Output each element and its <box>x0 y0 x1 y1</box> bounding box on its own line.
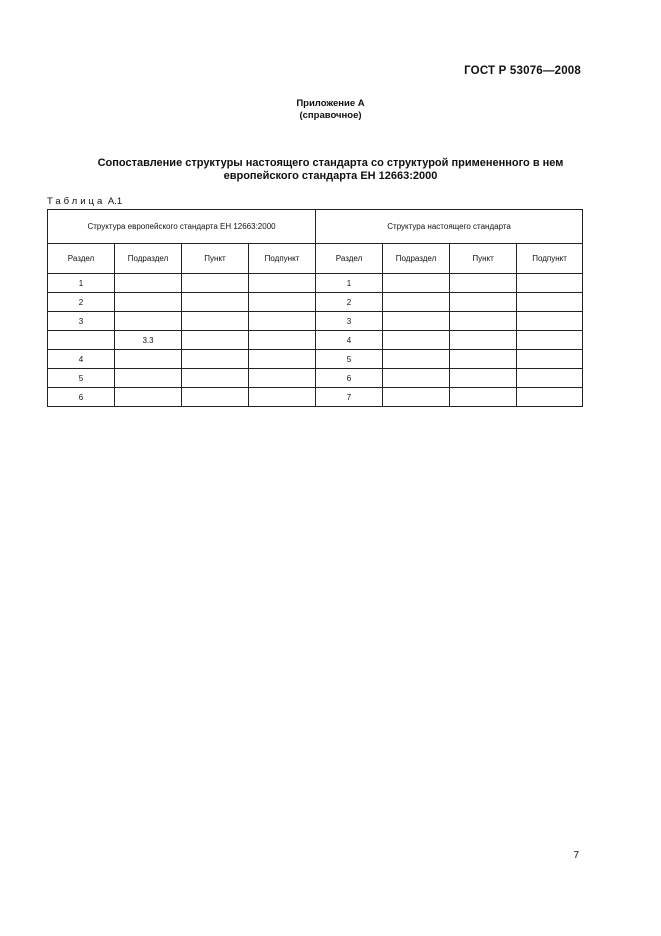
group-header-european: Структура европейского стандарта ЕН 12663:2000 <box>48 210 316 244</box>
table-cell: 4 <box>316 331 383 350</box>
column-header: Подпункт <box>517 244 583 274</box>
appendix-block <box>0 98 661 122</box>
table-caption-word: Таблица <box>47 196 106 207</box>
table-cell <box>115 388 182 407</box>
table-cell <box>517 274 583 293</box>
column-header: Раздел <box>48 244 115 274</box>
heading-line-2: европейского стандарта ЕН 12663:2000 <box>223 170 438 182</box>
section-heading <box>40 157 621 183</box>
column-header: Подраздел <box>383 244 450 274</box>
table-cell: 2 <box>48 293 115 312</box>
table-row <box>48 350 583 369</box>
table-cell <box>249 293 316 312</box>
table-cell <box>115 274 182 293</box>
column-header: Подраздел <box>115 244 182 274</box>
table-cell <box>517 369 583 388</box>
table-cell <box>115 369 182 388</box>
table-cell <box>383 331 450 350</box>
table-cell <box>450 331 517 350</box>
table-row <box>48 274 583 293</box>
table-cell: 4 <box>48 350 115 369</box>
table-cell <box>48 331 115 350</box>
comparison-table <box>47 209 583 407</box>
table-caption <box>47 196 122 207</box>
table-cell <box>115 350 182 369</box>
table-cell: 3 <box>316 312 383 331</box>
table-cell <box>450 369 517 388</box>
table-cell <box>383 293 450 312</box>
table-cell <box>182 274 249 293</box>
table-cell <box>517 293 583 312</box>
group-header-current: Структура настоящего стандарта <box>316 210 583 244</box>
heading-line-1: Сопоставление структуры настоящего стандарта со структурой примененного в нем <box>97 157 564 169</box>
appendix-subtitle: (справочное) <box>299 110 362 121</box>
table-row <box>48 331 583 350</box>
table-cell <box>249 274 316 293</box>
table-cell: 3.3 <box>115 331 182 350</box>
table-cell: 5 <box>48 369 115 388</box>
table-cell <box>115 293 182 312</box>
table-cell <box>383 388 450 407</box>
page-number: 7 <box>573 850 579 861</box>
table-cell <box>450 293 517 312</box>
table-cell <box>182 331 249 350</box>
table-cell <box>383 274 450 293</box>
table-column-header-row <box>48 244 583 274</box>
table-cell <box>249 369 316 388</box>
table-cell: 6 <box>48 388 115 407</box>
table-row <box>48 369 583 388</box>
appendix-title: Приложение А <box>296 98 365 109</box>
table-cell <box>450 312 517 331</box>
table-cell <box>182 312 249 331</box>
column-header: Раздел <box>316 244 383 274</box>
table-cell: 1 <box>316 274 383 293</box>
table-cell <box>249 388 316 407</box>
table-cell <box>249 331 316 350</box>
table-cell: 2 <box>316 293 383 312</box>
table-cell <box>182 350 249 369</box>
table-cell <box>517 312 583 331</box>
table-cell <box>115 312 182 331</box>
table-cell: 6 <box>316 369 383 388</box>
table-cell <box>450 350 517 369</box>
table-cell: 7 <box>316 388 383 407</box>
table-cell: 5 <box>316 350 383 369</box>
table-group-header-row <box>48 210 583 244</box>
column-header: Пункт <box>182 244 249 274</box>
table-cell <box>383 312 450 331</box>
table-row <box>48 312 583 331</box>
table-cell <box>249 312 316 331</box>
table-cell <box>450 388 517 407</box>
table-cell <box>517 388 583 407</box>
column-header: Пункт <box>450 244 517 274</box>
table-cell <box>182 388 249 407</box>
table-cell <box>182 369 249 388</box>
table-cell <box>182 293 249 312</box>
table-cell <box>517 331 583 350</box>
table-caption-number: А.1 <box>107 196 123 207</box>
table-cell <box>450 274 517 293</box>
table-cell: 1 <box>48 274 115 293</box>
table-cell <box>249 350 316 369</box>
table-cell <box>517 350 583 369</box>
table-cell <box>383 350 450 369</box>
column-header: Подпункт <box>249 244 316 274</box>
table-row <box>48 293 583 312</box>
table-row <box>48 388 583 407</box>
document-code: ГОСТ Р 53076—2008 <box>464 65 581 77</box>
table-cell: 3 <box>48 312 115 331</box>
table-cell <box>383 369 450 388</box>
